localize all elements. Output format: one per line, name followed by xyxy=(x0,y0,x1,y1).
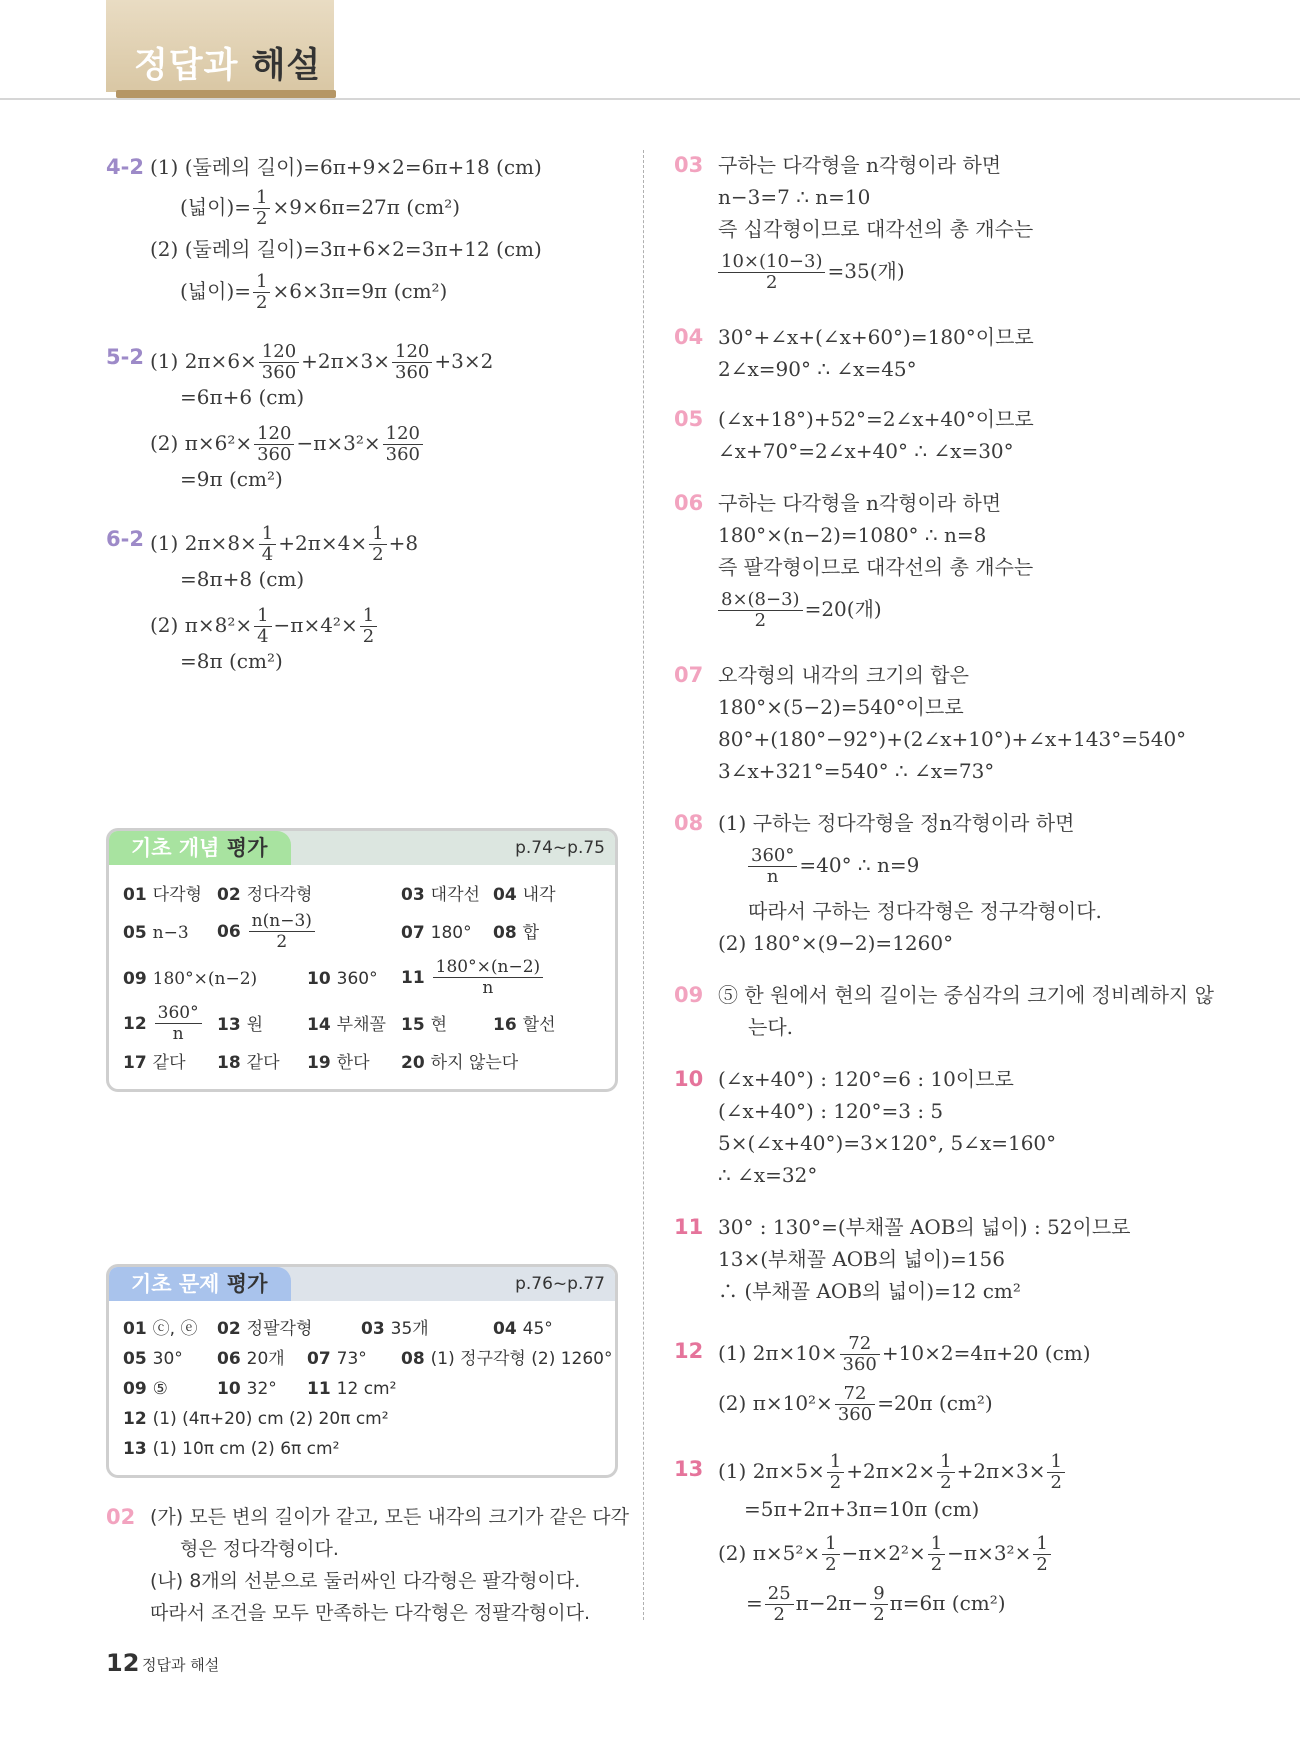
answer-item: 12 (1) (4π+20) cm (2) 20π cm² xyxy=(123,1409,389,1429)
column-divider xyxy=(643,150,644,1620)
answer-item: 07 180° xyxy=(401,923,472,943)
solution-line: (1) 2π×8× $\frac{1}{4}$ +2π×4× $\frac{1}{2}$ +8 xyxy=(150,523,419,565)
answer-item: 14 부채꼴 xyxy=(307,1015,386,1035)
answer-item: 03 대각선 xyxy=(401,885,480,905)
answer-item: 11 $\frac{180^\circ\times(n-2)}{n}$ xyxy=(401,957,545,998)
answer-item: 11 12 cm² xyxy=(307,1379,397,1399)
page-reference: p.76~p.77 xyxy=(515,1274,605,1294)
answer-item: 02 정다각형 xyxy=(217,885,313,905)
solution-line: 80°+(180°−92°)+(2∠x+10°)+∠x+143°=540° xyxy=(718,727,1187,751)
solution-line: 5×(∠x+40°)=3×120°, 5∠x=160° xyxy=(718,1131,1057,1155)
solution-line: (1) (둘레의 길이)=6π+9×2=6π+18 (cm) xyxy=(150,155,542,179)
solution-line: (2) 180°×(9−2)=1260° xyxy=(718,931,954,955)
solution-line: (2) π×10²× $\frac{72}{360}$ =20π (cm²) xyxy=(718,1383,993,1425)
answer-item: 04 내각 xyxy=(493,885,556,905)
solution-line: (1) 2π×6× $\frac{120}{360}$ +2π×3× $\frac{120}{360}$ +3×2 xyxy=(150,341,494,383)
answer-item: 02 정팔각형 xyxy=(217,1319,313,1339)
solution-line: (∠x+18°)+52°=2∠x+40°이므로 xyxy=(718,407,1034,431)
problem-number: 12 xyxy=(674,1339,704,1363)
solution-line: 따라서 구하는 정다각형은 정구각형이다. xyxy=(748,899,1102,923)
solution-line: (2) (둘레의 길이)=3π+6×2=3π+12 (cm) xyxy=(150,237,542,261)
answer-item: 13 원 xyxy=(217,1015,264,1035)
solution-line: 180°×(5−2)=540°이므로 xyxy=(718,695,964,719)
answer-item: 01 다각형 xyxy=(123,885,202,905)
solution-line: (2) π×5²× $\frac{1}{2}$ −π×2²× $\frac{1}{2}$ −π×3²× $\frac{1}{2}$ xyxy=(718,1534,1053,1575)
solution-line: 따라서 조건을 모두 만족하는 다각형은 정팔각형이다. xyxy=(150,1602,591,1624)
answer-item: 06 $\frac{n(n-3)}{2}$ xyxy=(217,911,317,952)
solution-line: 구하는 다각형을 n각형이라 하면 xyxy=(718,491,1002,515)
answer-item: 15 현 xyxy=(401,1015,448,1035)
solution-line: =8π (cm²) xyxy=(180,649,283,673)
problem-number: 03 xyxy=(674,153,704,177)
solution-line: 30° : 130°=(부채꼴 AOB의 넓이) : 52이므로 xyxy=(718,1215,1131,1239)
solution-line: (1) 2π×10× $\frac{72}{360}$ +10×2=4π+20 (cm) xyxy=(718,1333,1091,1375)
solution-line: $\frac{8\times(8-3)}{2}$ =20(개) xyxy=(716,590,882,631)
answer-item: 08 합 xyxy=(493,923,540,943)
page-reference: p.74~p.75 xyxy=(515,838,605,858)
solution-line: (넓이)= $\frac{1}{2}$ ×9×6π=27π (cm²) xyxy=(180,187,461,229)
answer-item: 09 ⑤ xyxy=(123,1379,168,1399)
solution-line: $\frac{360^\circ}{n}$ =40° ∴ n=9 xyxy=(746,846,919,887)
answer-item: 18 같다 xyxy=(217,1053,280,1073)
problem-number: 13 xyxy=(674,1457,704,1481)
solution-line: (넓이)= $\frac{1}{2}$ ×6×3π=9π (cm²) xyxy=(180,271,448,313)
solution-line: (나) 8개의 선분으로 둘러싸인 다각형은 팔각형이다. xyxy=(150,1570,581,1592)
answer-item: 03 35개 xyxy=(361,1319,429,1339)
answer-item: 05 30° xyxy=(123,1349,183,1369)
answer-item: 01 ⓒ, ⓔ xyxy=(123,1319,198,1339)
problem-number: 4-2 xyxy=(106,155,144,179)
footer-label: 정답과 해설 xyxy=(142,1656,220,1674)
problem-number: 08 xyxy=(674,811,704,835)
solution-line: 즉 십각형이므로 대각선의 총 개수는 xyxy=(718,217,1034,241)
answer-item: 10 32° xyxy=(217,1379,277,1399)
problem-number: 02 xyxy=(106,1505,136,1529)
solution-line: 구하는 다각형을 n각형이라 하면 xyxy=(718,153,1002,177)
solution-line: =5π+2π+3π=10π (cm) xyxy=(744,1497,980,1521)
solution-line: n−3=7 ∴ n=10 xyxy=(718,185,871,209)
answer-item: 13 (1) 10π cm (2) 6π cm² xyxy=(123,1439,340,1459)
solution-line: =6π+6 (cm) xyxy=(180,385,305,409)
solution-line: ∴ (부채꼴 AOB의 넓이)=12 cm² xyxy=(718,1279,1021,1303)
solution-line: ⑤ 한 원에서 현의 길이는 중심각의 크기에 정비례하지 않 xyxy=(718,983,1214,1007)
problem-number: 5-2 xyxy=(106,345,144,369)
concept-evaluation-box xyxy=(106,828,618,1092)
solution-line: 180°×(n−2)=1080° ∴ n=8 xyxy=(718,523,987,547)
problem-number: 09 xyxy=(674,983,704,1007)
box-title: 기초 문제 평가 xyxy=(109,1267,291,1301)
solution-line: 형은 정다각형이다. xyxy=(180,1538,339,1560)
solution-line: 3∠x+321°=540° ∴ ∠x=73° xyxy=(718,759,995,783)
answer-item: 06 20개 xyxy=(217,1349,285,1369)
answer-item: 20 하지 않는다 xyxy=(401,1053,519,1073)
solution-line: ∴ ∠x=32° xyxy=(718,1163,818,1187)
solution-line: 즉 팔각형이므로 대각선의 총 개수는 xyxy=(718,555,1034,579)
answer-item: 07 73° xyxy=(307,1349,367,1369)
solution-line: 2∠x=90° ∴ ∠x=45° xyxy=(718,357,917,381)
problem-number: 07 xyxy=(674,663,704,687)
solution-line: (1) 2π×5× $\frac{1}{2}$ +2π×2× $\frac{1}{2}$ +2π×3× $\frac{1}{2}$ xyxy=(718,1452,1067,1493)
problem-number: 6-2 xyxy=(106,527,144,551)
solution-line: (2) π×8²× $\frac{1}{4}$ −π×4²× $\frac{1}{2}$ xyxy=(150,606,379,647)
solution-line: 30°+∠x+(∠x+60°)=180°이므로 xyxy=(718,325,1034,349)
solution-line: $\frac{10\times(10-3)}{2}$ =35(개) xyxy=(716,252,905,293)
solution-line: = $\frac{25}{2}$ π−2π− $\frac{9}{2}$ π=6π (cm²) xyxy=(746,1583,1006,1625)
solution-line: (1) 구하는 정다각형을 정n각형이라 하면 xyxy=(718,811,1075,835)
solution-line: 오각형의 내각의 크기의 합은 xyxy=(718,663,969,687)
answer-item: 16 할선 xyxy=(493,1015,556,1035)
answer-item: 12 $\frac{360^\circ}{n}$ xyxy=(123,1003,204,1044)
problem-number: 06 xyxy=(674,491,704,515)
answer-item: 17 같다 xyxy=(123,1053,186,1073)
page-number: 12 xyxy=(106,1649,140,1677)
box-title: 기초 개념 평가 xyxy=(109,831,291,865)
solution-line: 13×(부채꼴 AOB의 넓이)=156 xyxy=(718,1247,1005,1271)
answer-item: 19 한다 xyxy=(307,1053,370,1073)
answer-item: 04 45° xyxy=(493,1319,553,1339)
header-rule xyxy=(0,98,1300,100)
problem-number: 05 xyxy=(674,407,704,431)
problem-evaluation-box xyxy=(106,1264,618,1478)
answer-item: 08 (1) 정구각형 (2) 1260° xyxy=(401,1349,613,1369)
solution-line: (∠x+40°) : 120°=3 : 5 xyxy=(718,1099,944,1123)
answer-item: 10 360° xyxy=(307,969,378,989)
problem-number: 04 xyxy=(674,325,704,349)
problem-number: 10 xyxy=(674,1067,704,1091)
solution-line: =8π+8 (cm) xyxy=(180,567,305,591)
header-underline xyxy=(116,90,336,98)
solution-line: (∠x+40°) : 120°=6 : 10이므로 xyxy=(718,1067,1014,1091)
answer-item: 09 180°×(n−2) xyxy=(123,969,258,989)
solution-line: (가) 모든 변의 길이가 같고, 모든 내각의 크기가 같은 다각 xyxy=(150,1506,630,1528)
answer-item: 05 n−3 xyxy=(123,923,189,943)
page-header-title: 정답과 해설 xyxy=(134,46,322,86)
solution-line: ∠x+70°=2∠x+40° ∴ ∠x=30° xyxy=(718,439,1014,463)
solution-line: (2) π×6²× $\frac{120}{360}$ −π×3²× $\frac{120}{360}$ xyxy=(150,424,425,465)
solution-line: 는다. xyxy=(748,1015,793,1039)
solution-line: =9π (cm²) xyxy=(180,467,283,491)
problem-number: 11 xyxy=(674,1215,704,1239)
